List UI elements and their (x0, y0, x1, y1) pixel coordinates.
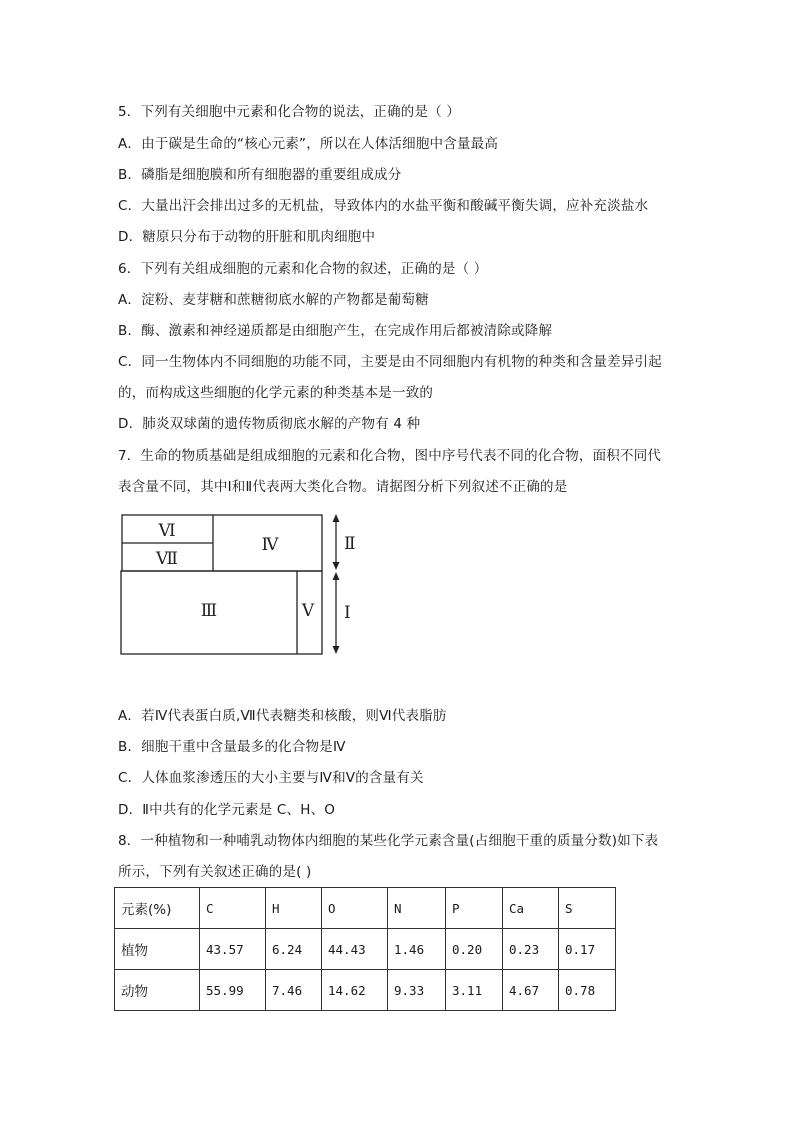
q8-stem-line1: 8．一种植物和一种哺乳动物体内细胞的某些化学元素含量(占细胞干重的质量分数)如下表 (118, 833, 659, 849)
table-cell: 0.78 (559, 970, 616, 1011)
table-cell: 0.17 (559, 929, 616, 970)
q5-option-d: D．糖原只分布于动物的肝脏和肌肉细胞中 (118, 229, 376, 245)
label-iii: Ⅲ (200, 601, 218, 621)
label-i: Ⅰ (344, 603, 351, 623)
label-v: Ⅴ (301, 601, 315, 621)
label-vii: Ⅶ (156, 549, 178, 569)
q6-stem: 6．下列有关组成细胞的元素和化合物的叙述，正确的是（ ） (118, 261, 488, 277)
table-header-cell: N (388, 888, 446, 929)
q8-stem-line2: 所示，下列有关叙述正确的是( ) (118, 864, 312, 880)
table-header-cell: P (446, 888, 503, 929)
table-cell: 4.67 (503, 970, 559, 1011)
label-vi: Ⅵ (158, 521, 176, 541)
table-cell: 1.46 (388, 929, 446, 970)
table-header-cell: 元素(%) (115, 888, 200, 929)
table-cell: 55.99 (200, 970, 266, 1011)
arrow-ii-head-up (333, 514, 340, 522)
table-row (115, 970, 616, 1011)
q5-option-a: A．由于碳是生命的“核心元素”，所以在人体活细胞中含量最高 (118, 136, 499, 152)
table-header-cell: C (200, 888, 266, 929)
arrow-i-head-up (333, 572, 340, 580)
table-cell: 43.57 (200, 929, 266, 970)
label-iv: Ⅳ (261, 535, 279, 555)
table-cell: 3.11 (446, 970, 503, 1011)
table-header-row (115, 888, 616, 929)
box-bottom-outer (121, 571, 322, 654)
table-cell: 9.33 (388, 970, 446, 1011)
q6-option-c-continued: 的，而构成这些细胞的化学元素的种类基本是一致的 (118, 385, 434, 401)
q6-option-b: B．酶、激素和神经递质都是由细胞产生，在完成作用后都被清除或降解 (118, 323, 553, 339)
arrow-ii-head-down (333, 562, 340, 570)
q6-option-d: D．肺炎双球菌的遗传物质彻底水解的产物有 4 种 (118, 416, 421, 432)
table-header-cell: S (559, 888, 616, 929)
table-cell: 动物 (115, 970, 200, 1011)
q7-option-c: C．人体血浆渗透压的大小主要与Ⅳ和Ⅴ的含量有关 (118, 770, 424, 786)
q7-stem-line1: 7．生命的物质基础是组成细胞的元素和化合物，图中序号代表不同的化合物，面积不同代 (118, 448, 662, 464)
table-cell: 0.23 (503, 929, 559, 970)
table-header-cell: Ca (503, 888, 559, 929)
table-header-cell: H (266, 888, 322, 929)
q7-option-b: B．细胞干重中含量最多的化合物是Ⅳ (118, 739, 346, 755)
arrow-i-head-down (333, 646, 340, 654)
table-header-cell: O (322, 888, 388, 929)
q6-option-c: C．同一生物体内不同细胞的功能不同，主要是由不同细胞内有机物的种类和含量差异引起 (118, 354, 662, 370)
compound-area-diagram (112, 506, 362, 658)
table-cell: 6.24 (266, 929, 322, 970)
q7-option-d: D．Ⅱ中共有的化学元素是 C、H、O (118, 802, 336, 818)
table-cell: 0.20 (446, 929, 503, 970)
label-ii: Ⅱ (344, 534, 356, 554)
q5-option-b: B．磷脂是细胞膜和所有细胞器的重要组成成分 (118, 167, 402, 183)
table-cell: 14.62 (322, 970, 388, 1011)
q7-option-a: A．若Ⅳ代表蛋白质,Ⅶ代表糖类和核酸，则Ⅵ代表脂肪 (118, 708, 447, 724)
table-row (115, 929, 616, 970)
table-cell: 7.46 (266, 970, 322, 1011)
q5-stem: 5．下列有关细胞中元素和化合物的说法，正确的是（ ） (118, 104, 461, 120)
q5-option-c: C．大量出汗会排出过多的无机盐，导致体内的水盐平衡和酸碱平衡失调，应补充淡盐水 (118, 198, 649, 214)
table-cell: 44.43 (322, 929, 388, 970)
table-cell: 植物 (115, 929, 200, 970)
q7-stem-line2: 表含量不同，其中Ⅰ和Ⅱ代表两大类化合物。请据图分析下列叙述不正确的是 (118, 479, 568, 495)
q6-option-a: A．淀粉、麦芽糖和蔗糖彻底水解的产物都是葡萄糖 (118, 292, 429, 308)
element-content-table (114, 887, 616, 1011)
